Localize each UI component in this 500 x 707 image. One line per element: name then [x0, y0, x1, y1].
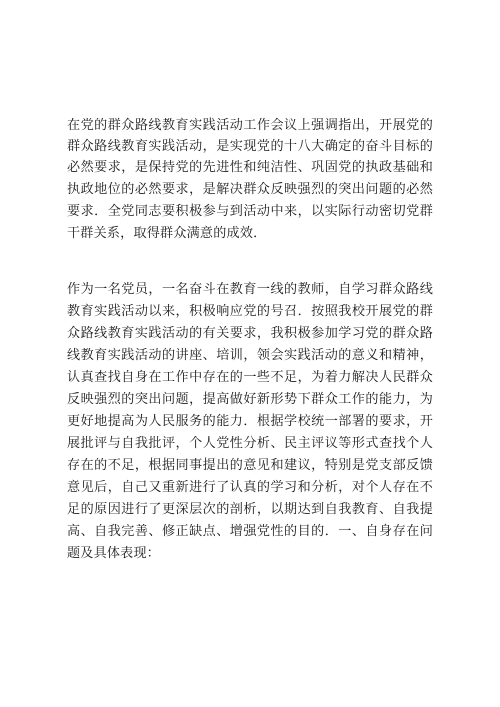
paragraph-2-line-6: 反映强烈的突出问题，提高做好新形势下群众工作的能力，为: [67, 392, 433, 407]
paragraph-2-line-5: 认真查找自身在工作中存在的一些不足，为着力解决人民群众: [67, 370, 433, 385]
paragraph-2-line-7: 更好地提高为人民服务的能力．根据学校统一部署的要求，开: [67, 414, 433, 429]
paragraph-2-line-3: 众路线教育实践活动的有关要求，我积极参加学习党的群众路: [67, 326, 433, 341]
paragraph-2-line-12: 高、自我完善、修正缺点、增强党性的目的．一、自身存在问: [67, 524, 433, 539]
paragraph-1-line-1: 在党的群众路线教育实践活动工作会议上强调指出，开展党的: [67, 118, 433, 133]
paragraph-2-line-9: 存在的不足，根据同事提出的意见和建议，特别是党支部反馈: [67, 458, 433, 473]
paragraph-2-line-11: 足的原因进行了更深层次的剖析，以期达到自我教育、自我提: [67, 502, 433, 517]
paragraph-1-line-6: 干群关系，取得群众满意的成效．: [67, 226, 267, 241]
paragraph-2-line-1: 作为一名党员，一名奋斗在教育一线的教师，自学习群众路线: [67, 282, 433, 297]
paragraph-2-line-2: 教育实践活动以来，积极响应党的号召．按照我校开展党的群: [67, 304, 433, 319]
paragraph-2-line-13: 题及具体表现：: [67, 546, 161, 561]
paragraph-2-line-10: 意见后，自己又重新进行了认真的学习和分析，对个人存在不: [67, 480, 433, 495]
paragraph-1-line-3: 必然要求，是保持党的先进性和纯洁性、巩固党的执政基础和: [67, 160, 433, 175]
paragraph-2-line-4: 线教育实践活动的讲座、培训，领会实践活动的意义和精神，: [67, 348, 433, 363]
paragraph-1-line-5: 要求．全党同志要积极参与到活动中来，以实际行动密切党群: [67, 204, 433, 219]
paragraph-2-line-8: 展批评与自我批评，个人党性分析、民主评议等形式查找个人: [67, 436, 433, 451]
paragraph-1-line-4: 执政地位的必然要求，是解决群众反映强烈的突出问题的必然: [67, 182, 433, 197]
paragraph-1-line-2: 群众路线教育实践活动，是实现党的十八大确定的奋斗目标的: [67, 139, 433, 154]
